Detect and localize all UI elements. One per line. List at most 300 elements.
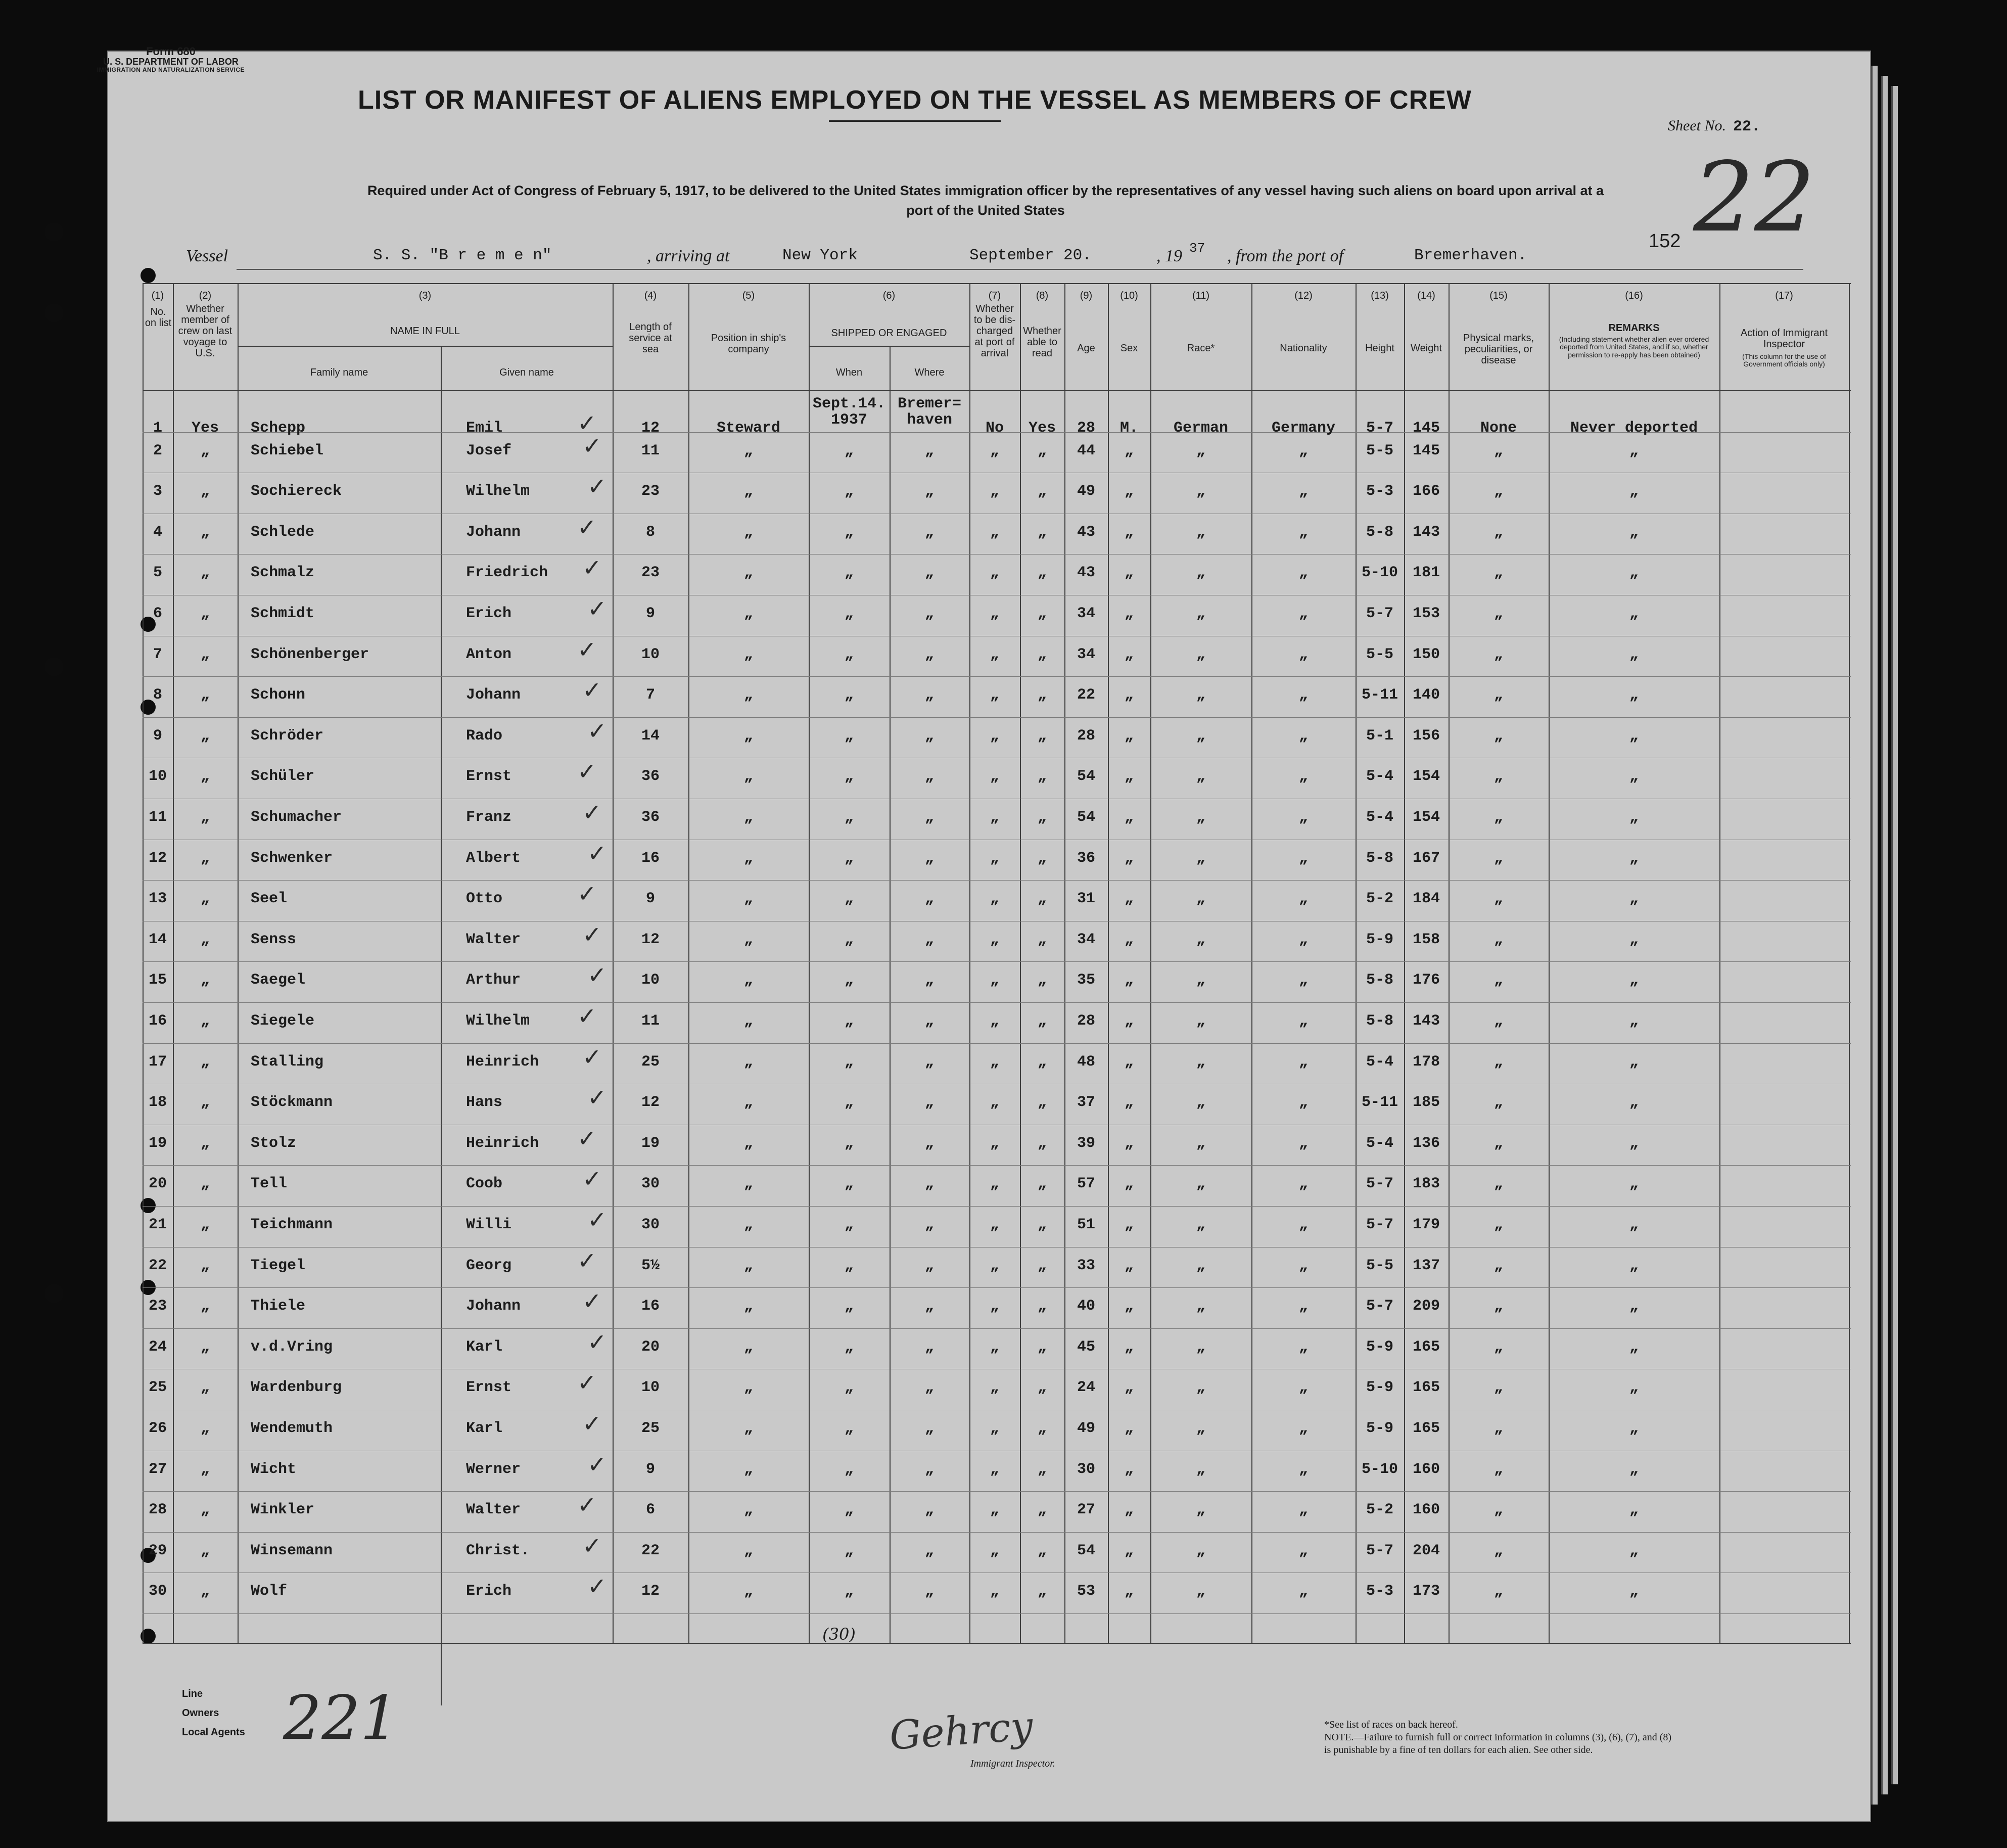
cell-discharged: „ xyxy=(990,972,999,989)
cell-family: Schröder xyxy=(251,727,324,745)
cell-age: 53 xyxy=(1077,1583,1095,1600)
cell-family: Stöckmann xyxy=(251,1094,333,1112)
manifest-number: 152 xyxy=(1649,230,1681,252)
cell-position: „ xyxy=(743,1501,753,1519)
cell-sex: „ xyxy=(1124,1134,1134,1152)
cell-service: 36 xyxy=(641,768,660,786)
cell-height: 5-5 xyxy=(1366,645,1393,663)
cell-service: 11 xyxy=(641,442,660,459)
checkmark-icon: ✓ xyxy=(587,961,607,989)
cell-nationality: „ xyxy=(1298,1012,1308,1030)
cell-height: 5-4 xyxy=(1366,768,1393,786)
cell-marks: „ xyxy=(1493,809,1503,826)
cell-service: 23 xyxy=(641,483,660,500)
cell-weight: 165 xyxy=(1412,1338,1440,1356)
arrival-port: New York xyxy=(782,247,858,264)
vessel-label: Vessel xyxy=(186,247,228,265)
cell-nationality: „ xyxy=(1298,1094,1308,1112)
cell-discharged: „ xyxy=(990,1094,999,1112)
cell-remarks: „ xyxy=(1629,442,1639,459)
cell-sex: „ xyxy=(1124,1542,1134,1559)
table-row xyxy=(143,1247,1851,1287)
table-row xyxy=(143,473,1851,513)
cell-read: „ xyxy=(1037,483,1047,500)
cell-discharged: „ xyxy=(990,1542,999,1559)
header-bottom-rule xyxy=(143,390,1851,391)
cell-crew: „ xyxy=(200,1012,210,1030)
cell-marks: „ xyxy=(1493,849,1503,867)
cell-remarks: „ xyxy=(1629,1134,1639,1152)
cell-weight: 160 xyxy=(1412,1460,1440,1478)
cell-service: 23 xyxy=(641,564,660,582)
cell-height: 5-8 xyxy=(1366,1012,1393,1030)
cell-sex: „ xyxy=(1124,1460,1134,1478)
cell-nationality: „ xyxy=(1298,768,1308,786)
table-row xyxy=(143,921,1851,961)
cell-service: 6 xyxy=(645,1501,655,1519)
table-row xyxy=(143,799,1851,839)
cell-race: „ xyxy=(1196,890,1205,908)
table-row xyxy=(143,717,1851,758)
cell-position: Steward xyxy=(716,420,781,437)
cell-when: „ xyxy=(844,768,854,786)
bottom-labels xyxy=(182,1688,245,1746)
col-10-header: Sex xyxy=(1120,343,1138,354)
cell-when: „ xyxy=(844,1134,854,1152)
cell-service: 25 xyxy=(641,1053,660,1071)
cell-family: Schüler xyxy=(251,768,315,786)
cell-sex: „ xyxy=(1124,605,1134,622)
cell-service: 10 xyxy=(641,972,660,989)
shipped-when-line1: Sept.14. xyxy=(812,395,886,412)
inspector-signature: Gehrcy xyxy=(888,1703,1035,1759)
cell-service: 11 xyxy=(641,1012,660,1030)
sheet-number xyxy=(1668,117,1760,135)
cell-when: „ xyxy=(844,1338,854,1356)
cell-age: 45 xyxy=(1077,1338,1095,1356)
cell-race: „ xyxy=(1196,1094,1205,1112)
cell-where: „ xyxy=(924,645,934,663)
cell-read: „ xyxy=(1037,1338,1047,1356)
cell-read: „ xyxy=(1037,1257,1047,1274)
cell-family: Schmalz xyxy=(251,564,315,582)
checkmark-icon: ✓ xyxy=(582,1165,602,1193)
cell-crew: „ xyxy=(200,727,210,745)
cell-nationality: „ xyxy=(1298,1134,1308,1152)
cell-when: „ xyxy=(844,483,854,500)
table-row xyxy=(143,1287,1851,1328)
table-row xyxy=(143,1410,1851,1450)
checkmark-icon: ✓ xyxy=(582,920,602,948)
cell-position: „ xyxy=(743,1094,753,1112)
table-row xyxy=(143,1491,1851,1532)
cell-sex: „ xyxy=(1124,1338,1134,1356)
cell-weight: 181 xyxy=(1412,564,1440,582)
binder-hole xyxy=(44,1284,64,1303)
table-row xyxy=(143,554,1851,594)
cell-height: 5-3 xyxy=(1366,483,1393,500)
cell-where: „ xyxy=(924,483,934,500)
col-6-header: SHIPPED OR ENGAGED xyxy=(831,328,947,339)
cell-age: 43 xyxy=(1077,564,1095,582)
cell-crew: „ xyxy=(200,1134,210,1152)
cell-family: Wardenburg xyxy=(251,1379,342,1397)
cell-no: 5 xyxy=(153,564,162,582)
cell-where: „ xyxy=(924,1379,934,1397)
col-3-header: NAME IN FULL xyxy=(390,326,460,337)
table-row xyxy=(143,1532,1851,1573)
page-edge xyxy=(1891,86,1898,1784)
cell-when: „ xyxy=(844,1175,854,1193)
cell-age: 54 xyxy=(1077,809,1095,826)
name-header-rule xyxy=(238,346,613,347)
cell-weight: 158 xyxy=(1412,931,1440,948)
arrival-date: September 20. xyxy=(969,247,1092,264)
cell-when: „ xyxy=(844,1379,854,1397)
cell-given: Erich xyxy=(466,1583,512,1600)
cell-given: Werner xyxy=(466,1460,521,1478)
table-row xyxy=(143,1573,1851,1613)
cell-read: „ xyxy=(1037,605,1047,622)
cell-no: 24 xyxy=(148,1338,167,1356)
cell-given: Coob xyxy=(466,1175,503,1193)
cell-family: Wicht xyxy=(251,1460,297,1478)
cell-given: Rado xyxy=(466,727,503,745)
table-row xyxy=(143,1084,1851,1124)
cell-sex: „ xyxy=(1124,442,1134,459)
arriving-label: , arriving at xyxy=(647,247,730,265)
cell-age: 43 xyxy=(1077,523,1095,541)
cell-remarks: „ xyxy=(1629,564,1639,582)
cell-given: Christ. xyxy=(466,1542,530,1559)
cell-family: Schumacher xyxy=(251,809,342,826)
shipped-where-header: Where xyxy=(914,367,945,378)
cell-read: „ xyxy=(1037,442,1047,459)
cell-weight: 137 xyxy=(1412,1257,1440,1274)
cell-sex: „ xyxy=(1124,768,1134,786)
vessel-name: S. S. "B r e m e n" xyxy=(373,247,552,264)
cell-weight: 156 xyxy=(1412,727,1440,745)
cell-age: 36 xyxy=(1077,849,1095,867)
total-count: (30) xyxy=(822,1625,856,1644)
checkmark-icon: ✓ xyxy=(577,758,597,786)
cell-marks: None xyxy=(1480,420,1517,437)
cell-where: „ xyxy=(924,1583,934,1600)
cell-read: „ xyxy=(1037,1501,1047,1519)
col-7-number: (7) xyxy=(988,290,1001,301)
cell-read: „ xyxy=(1037,972,1047,989)
cell-race: German xyxy=(1173,420,1229,437)
cell-discharged: „ xyxy=(990,890,999,908)
cell-crew: „ xyxy=(200,890,210,908)
cell-discharged: „ xyxy=(990,727,999,745)
cell-discharged: „ xyxy=(990,605,999,622)
cell-remarks: „ xyxy=(1629,605,1639,622)
cell-height: 5-9 xyxy=(1366,931,1393,948)
cell-remarks: „ xyxy=(1629,1094,1639,1112)
cell-weight: 150 xyxy=(1412,645,1440,663)
cell-no: 10 xyxy=(148,768,167,786)
col-11-number: (11) xyxy=(1192,290,1210,301)
cell-given: Otto xyxy=(466,890,503,908)
cell-nationality: „ xyxy=(1298,1053,1308,1071)
cell-sex: „ xyxy=(1124,1298,1134,1315)
cell-sex: „ xyxy=(1124,1379,1134,1397)
department: U. S. DEPARTMENT OF LABOR xyxy=(103,57,239,67)
cell-marks: „ xyxy=(1493,972,1503,989)
cell-read: „ xyxy=(1037,1379,1047,1397)
cell-position: „ xyxy=(743,1460,753,1478)
cell-remarks: „ xyxy=(1629,1012,1639,1030)
cell-weight: 183 xyxy=(1412,1175,1440,1193)
cell-position: „ xyxy=(743,645,753,663)
cell-service: 9 xyxy=(645,1460,655,1478)
cell-race: „ xyxy=(1196,727,1205,745)
cell-nationality: „ xyxy=(1298,1175,1308,1193)
cell-position: „ xyxy=(743,1379,753,1397)
cell-given: Franz xyxy=(466,809,512,826)
cell-family: Schmidt xyxy=(251,605,315,622)
cell-no: 16 xyxy=(148,1012,167,1030)
cell-service: 25 xyxy=(641,1420,660,1437)
cell-remarks: „ xyxy=(1629,1053,1639,1071)
cell-no: 1 xyxy=(153,420,162,437)
cell-service: 12 xyxy=(641,1583,660,1600)
cell-remarks: „ xyxy=(1629,1298,1639,1315)
cell-when: „ xyxy=(844,1053,854,1071)
col-14-number: (14) xyxy=(1417,290,1435,301)
cell-race: „ xyxy=(1196,931,1205,948)
cell-family: Winkler xyxy=(251,1501,315,1519)
cell-family: Stalling xyxy=(251,1053,324,1071)
cell-read: „ xyxy=(1037,523,1047,541)
cell-service: 10 xyxy=(641,645,660,663)
cell-marks: „ xyxy=(1493,1501,1503,1519)
cell-marks: „ xyxy=(1493,1094,1503,1112)
cell-discharged: „ xyxy=(990,1134,999,1152)
table-bottom-rule xyxy=(143,1643,1851,1644)
checkmark-icon: ✓ xyxy=(582,1287,602,1315)
cell-read: „ xyxy=(1037,1542,1047,1559)
cell-family: Tell xyxy=(251,1175,288,1193)
col-17-subheader: (This column for the use of Government officials only) xyxy=(1742,352,1826,368)
cell-when: „ xyxy=(844,1094,854,1112)
shipped-when-line2: 1937 xyxy=(830,411,867,429)
cell-marks: „ xyxy=(1493,605,1503,622)
cell-remarks: „ xyxy=(1629,645,1639,663)
cell-remarks: „ xyxy=(1629,931,1639,948)
cell-family: Seel xyxy=(251,890,288,908)
cell-where: „ xyxy=(924,1094,934,1112)
subtitle-line: port of the United States xyxy=(906,203,1065,218)
table-row xyxy=(143,514,1851,554)
cell-position: „ xyxy=(743,1134,753,1152)
cell-age: 40 xyxy=(1077,1298,1095,1315)
cell-when: „ xyxy=(844,1583,854,1600)
manifest-table xyxy=(143,283,1851,1643)
cell-discharged: No xyxy=(985,420,1004,437)
cell-given: Walter xyxy=(466,931,521,948)
cell-no: 9 xyxy=(153,727,162,745)
col-5-number: (5) xyxy=(742,290,755,301)
cell-given: Arthur xyxy=(466,972,521,989)
cell-marks: „ xyxy=(1493,1298,1503,1315)
cell-race: „ xyxy=(1196,564,1205,582)
cell-sex: „ xyxy=(1124,564,1134,582)
cell-crew: „ xyxy=(200,1420,210,1437)
cell-when: „ xyxy=(844,605,854,622)
cell-marks: „ xyxy=(1493,1542,1503,1559)
cell-position: „ xyxy=(743,1298,753,1315)
cell-family: Siegele xyxy=(251,1012,315,1030)
cell-weight: 179 xyxy=(1412,1216,1440,1233)
col-14-header: Weight xyxy=(1411,343,1442,354)
cell-given: Johann xyxy=(466,1298,521,1315)
checkmark-icon: ✓ xyxy=(587,1573,607,1600)
cell-discharged: „ xyxy=(990,1012,999,1030)
table-row xyxy=(143,636,1851,676)
cell-when: „ xyxy=(844,890,854,908)
cell-weight: 185 xyxy=(1412,1094,1440,1112)
cell-discharged: „ xyxy=(990,1420,999,1437)
cell-marks: „ xyxy=(1493,727,1503,745)
cell-position: „ xyxy=(743,442,753,459)
checkmark-icon: ✓ xyxy=(587,839,607,867)
cell-family: Sochiereck xyxy=(251,483,342,500)
col-2-header: Whether member of crew on last voyage to U.S. xyxy=(178,303,232,359)
cell-read: „ xyxy=(1037,1298,1047,1315)
cell-family: Tiegel xyxy=(251,1257,306,1274)
cell-position: „ xyxy=(743,1338,753,1356)
cell-read: „ xyxy=(1037,1420,1047,1437)
shipped-header-rule xyxy=(809,346,969,347)
cell-position: „ xyxy=(743,605,753,622)
cell-height: 5-11 xyxy=(1361,686,1398,704)
cell-family: Schepp xyxy=(251,420,306,437)
cell-sex: „ xyxy=(1124,809,1134,826)
cell-service: 12 xyxy=(641,931,660,948)
cell-age: 34 xyxy=(1077,645,1095,663)
cell-crew: „ xyxy=(200,1298,210,1315)
cell-marks: „ xyxy=(1493,1053,1503,1071)
table-row xyxy=(143,1206,1851,1246)
year-prefix: , 19 xyxy=(1156,247,1182,265)
cell-service: 19 xyxy=(641,1134,660,1152)
cell-where: „ xyxy=(924,1501,934,1519)
cell-nationality: „ xyxy=(1298,564,1308,582)
table-row xyxy=(143,880,1851,920)
cell-crew: „ xyxy=(200,931,210,948)
handwritten-sheet-number: 22 xyxy=(1693,142,1815,253)
cell-no: 20 xyxy=(148,1175,167,1193)
cell-sex: „ xyxy=(1124,523,1134,541)
checkmark-icon: ✓ xyxy=(577,880,597,908)
cell-remarks: „ xyxy=(1629,1257,1639,1274)
cell-no: 12 xyxy=(148,849,167,867)
cell-race: „ xyxy=(1196,523,1205,541)
cell-height: 5-10 xyxy=(1361,564,1398,582)
cell-race: „ xyxy=(1196,1379,1205,1397)
cell-weight: 166 xyxy=(1412,483,1440,500)
cell-discharged: „ xyxy=(990,768,999,786)
cell-where: „ xyxy=(924,523,934,541)
vessel-line-underline xyxy=(237,269,1803,270)
cell-height: 5-9 xyxy=(1366,1338,1393,1356)
cell-position: „ xyxy=(743,1420,753,1437)
table-top-rule xyxy=(143,283,1851,284)
cell-height: 5-7 xyxy=(1366,1216,1393,1233)
col-16-number: (16) xyxy=(1625,290,1643,301)
shipped-where-line2: haven xyxy=(906,411,952,429)
cell-nationality: „ xyxy=(1298,849,1308,867)
cell-crew: „ xyxy=(200,1460,210,1478)
checkmark-icon: ✓ xyxy=(577,1369,597,1397)
cell-where: „ xyxy=(924,809,934,826)
cell-marks: „ xyxy=(1493,483,1503,500)
cell-no: 26 xyxy=(148,1420,167,1437)
checkmark-icon: ✓ xyxy=(582,676,602,704)
cell-no: 29 xyxy=(148,1542,167,1559)
cell-sex: „ xyxy=(1124,1257,1134,1274)
cell-nationality: Germany xyxy=(1271,420,1336,437)
family-name-header: Family name xyxy=(310,367,368,378)
footnote-line: NOTE.—Failure to furnish full or correct information in columns (3), (6), (7), and (8) xyxy=(1324,1732,1672,1743)
col-15-header: Physical marks, peculiarities, or disease xyxy=(1463,333,1534,366)
cell-given: Josef xyxy=(466,442,512,459)
cell-no: 22 xyxy=(148,1257,167,1274)
col-5-header: Position in ship's company xyxy=(711,333,786,355)
cell-position: „ xyxy=(743,849,753,867)
col-16-subheader: (Including statement whether alien ever ordered deported from United States, and if so, whether permission to re-apply has been obtained) xyxy=(1559,335,1709,359)
cell-family: Wolf xyxy=(251,1583,288,1600)
cell-family: Saegel xyxy=(251,972,306,989)
cell-height: 5-7 xyxy=(1366,420,1393,437)
cell-service: 9 xyxy=(645,890,655,908)
cell-marks: „ xyxy=(1493,645,1503,663)
cell-remarks: „ xyxy=(1629,1175,1639,1193)
cell-remarks: „ xyxy=(1629,483,1639,500)
cell-nationality: „ xyxy=(1298,1501,1308,1519)
cell-given: Anton xyxy=(466,645,512,663)
cell-position: „ xyxy=(743,483,753,500)
cell-given: Heinrich xyxy=(466,1053,539,1071)
footnote-line: *See list of races on back hereof. xyxy=(1324,1719,1458,1730)
cell-crew: „ xyxy=(200,1216,210,1233)
cell-weight: 184 xyxy=(1412,890,1440,908)
from-label: , from the port of xyxy=(1227,247,1344,265)
col-17-number: (17) xyxy=(1775,290,1793,301)
cell-age: 54 xyxy=(1077,1542,1095,1559)
checkmark-icon: ✓ xyxy=(577,1002,597,1030)
cell-height: 5-9 xyxy=(1366,1420,1393,1437)
cell-position: „ xyxy=(743,1175,753,1193)
cell-no: 15 xyxy=(148,972,167,989)
cell-age: 28 xyxy=(1077,1012,1095,1030)
cell-marks: „ xyxy=(1493,1379,1503,1397)
cell-service: 16 xyxy=(641,1298,660,1315)
cell-weight: 145 xyxy=(1412,420,1440,437)
cell-sex: „ xyxy=(1124,1501,1134,1519)
cell-no: 2 xyxy=(153,442,162,459)
cell-given: Walter xyxy=(466,1501,521,1519)
cell-height: 5-7 xyxy=(1366,605,1393,622)
cell-crew: „ xyxy=(200,1053,210,1071)
cell-where: „ xyxy=(924,1216,934,1233)
cell-when: „ xyxy=(844,727,854,745)
col-3-number: (3) xyxy=(418,290,432,301)
cell-sex: „ xyxy=(1124,645,1134,663)
cell-marks: „ xyxy=(1493,768,1503,786)
